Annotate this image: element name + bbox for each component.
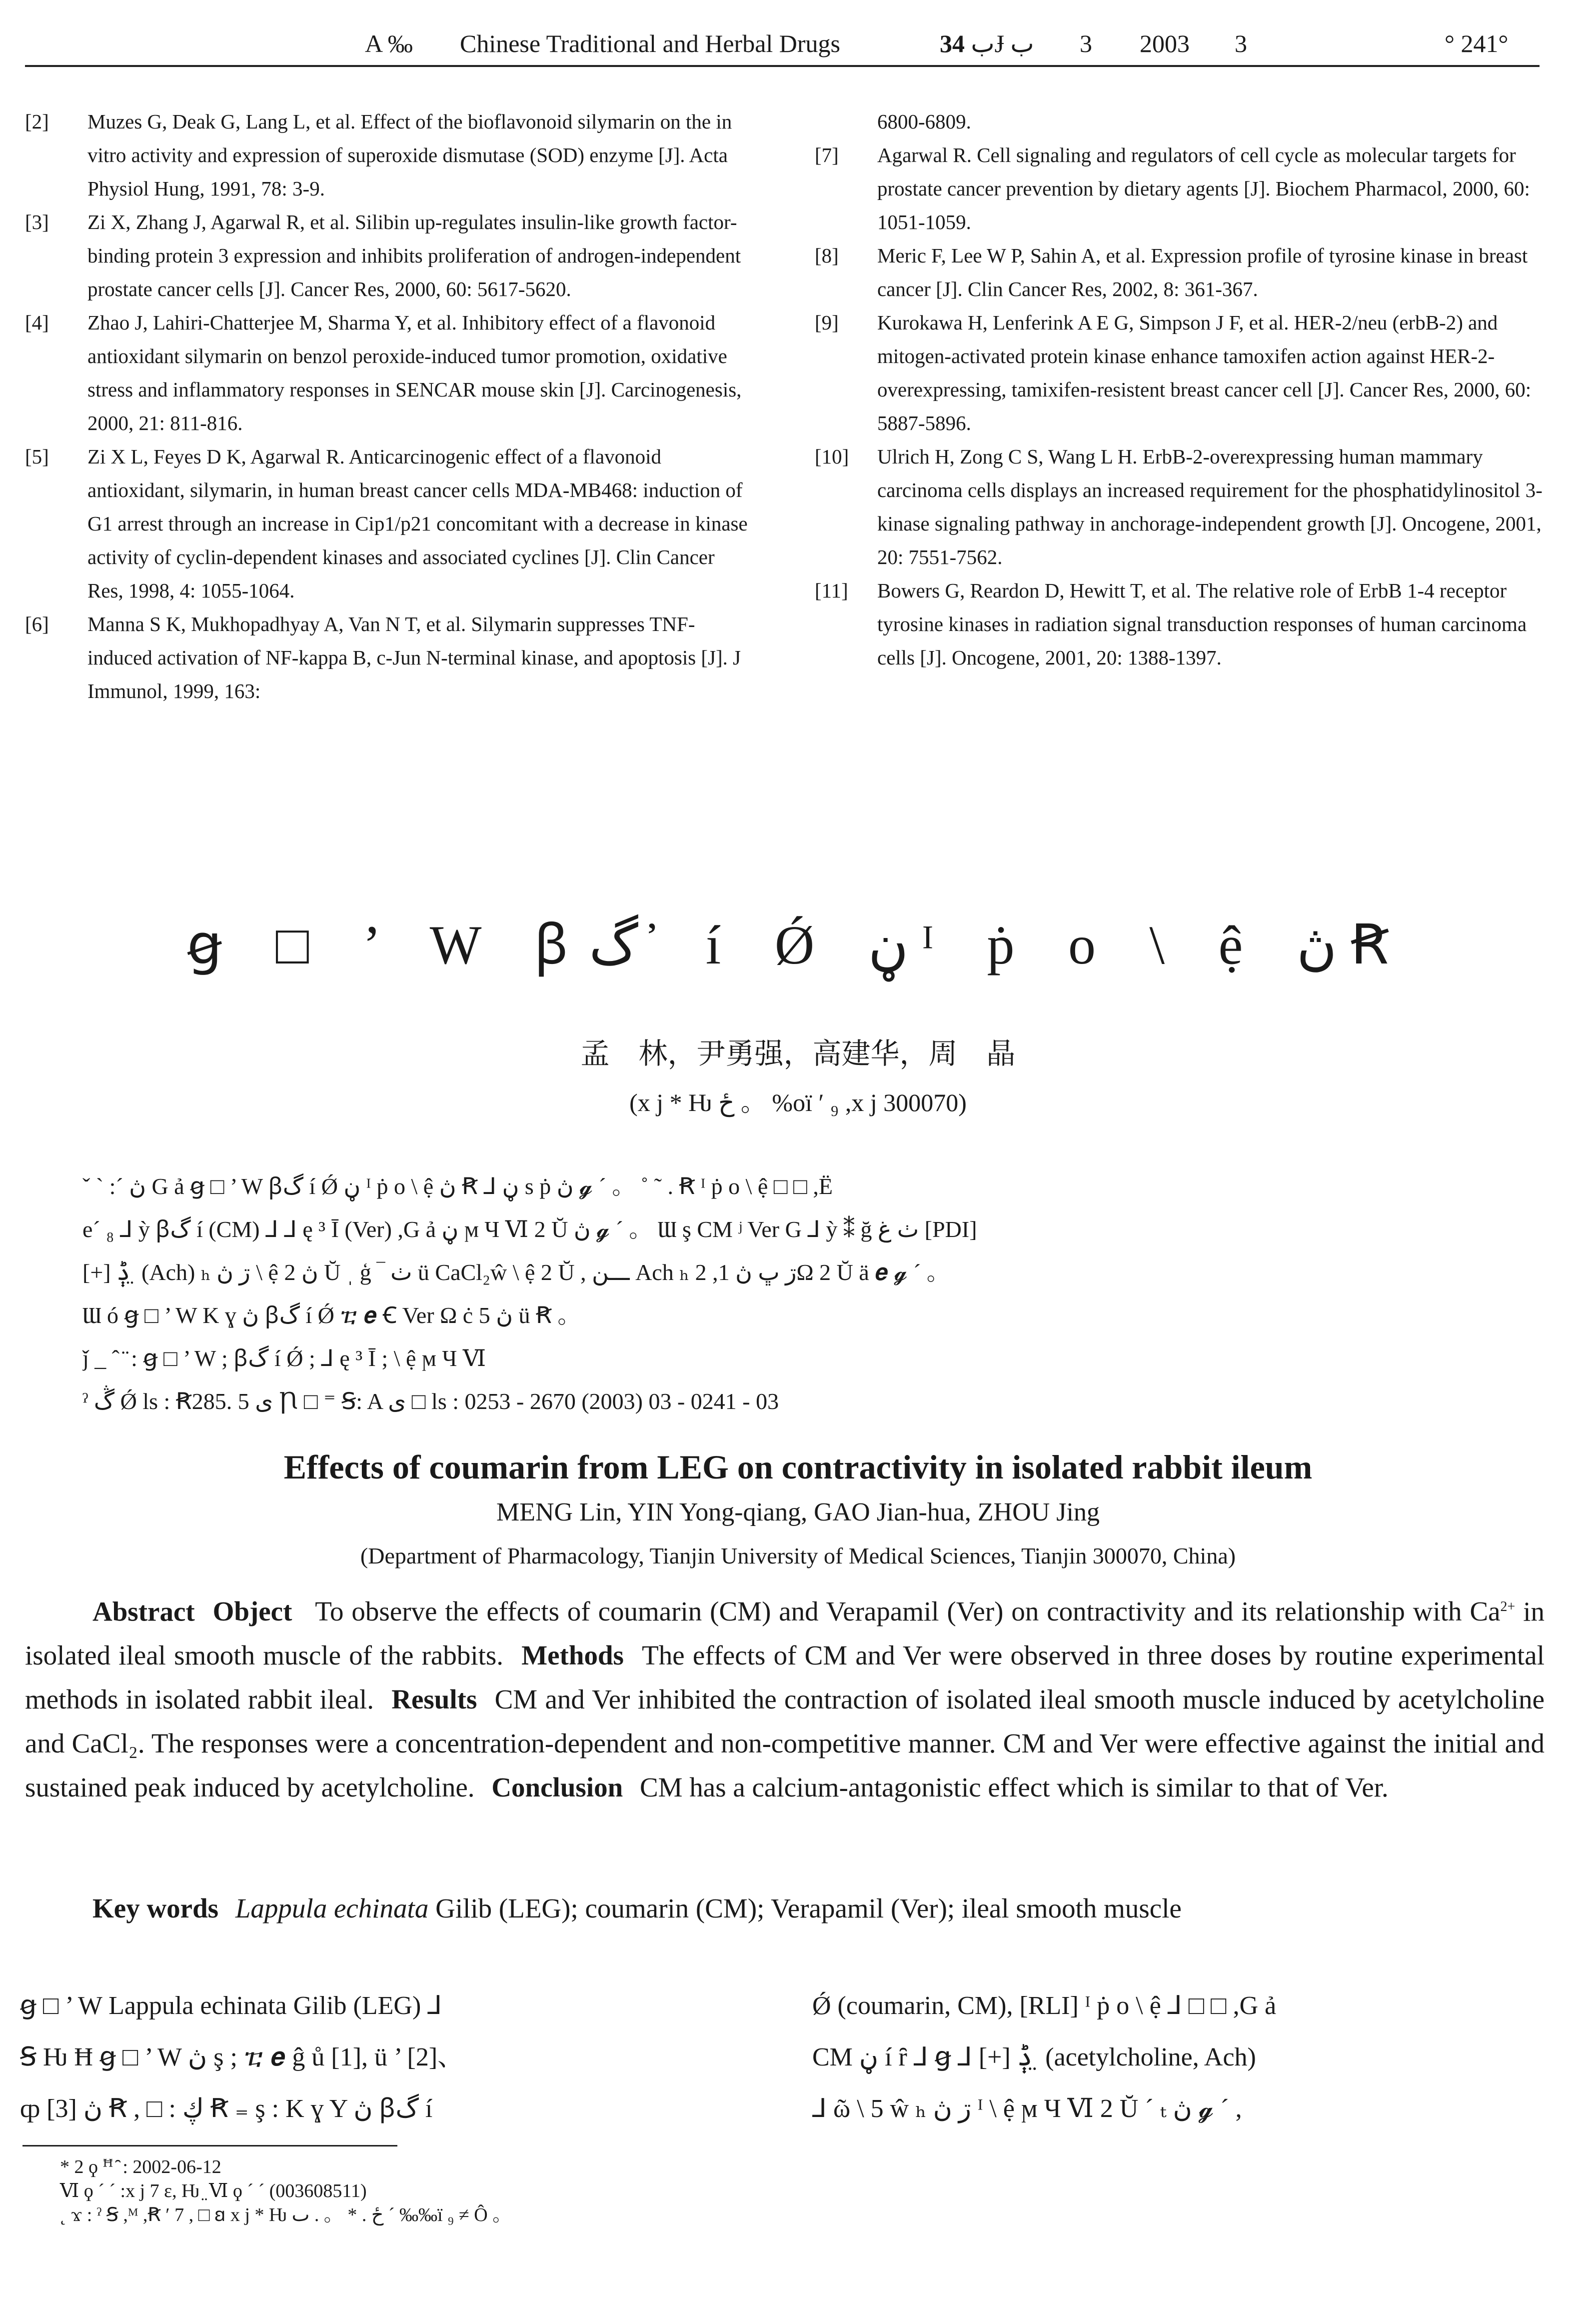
footnote-line: * 2 ϙ ꟸ ̑ : 2002-06-12 <box>60 2156 221 2178</box>
reference-number: [10] <box>815 445 849 468</box>
footnote-divider <box>22 2145 397 2146</box>
reference-item <box>25 306 752 440</box>
reference-item <box>815 138 1545 239</box>
en-authors: MENG Lin, YIN Yong-qiang, GAO Jian-hua, ZHOU Jing <box>496 1498 1100 1526</box>
methods-label: Methods <box>521 1640 624 1671</box>
reference-text: Zi X L, Feyes D K, Agarwal R. Anticarcinogenic effect of a flavonoid antioxidant, silymarin, in human breast cancer cells MDA-MB468: induction of G1 arrest through an increase in Cip1/p21 concomitant with a decrease in kinase activity of cyclin-dependent kinases and associated cyclines [J]. Clin Cancer Res, 1998, 4: 1055-1064. <box>87 445 748 602</box>
reference-item <box>25 206 752 306</box>
header-issue: 3 <box>1080 30 1092 58</box>
cn-abstract-line: Ɯ ó ꞡ □ ’ W K ɣ ڽ ꞵگ í Ǿ ⴀ 𝒆 Ꞓ Ver Ω ċ ڽ 5 ü Ꞧ 。 <box>82 1302 581 1328</box>
conclusion-label: Conclusion <box>491 1772 623 1803</box>
reference-item <box>25 608 752 708</box>
references-left-column <box>25 105 752 708</box>
reference-number: [11] <box>815 579 848 602</box>
reference-text: Ulrich H, Zong C S, Wang L H. ErbB-2-overexpressing human mammary carcinoma cells displays an increased requirement for the phosphatidylinositol 3-kinase signaling pathway in anchorage-independent growth [J]. Oncogene, 2001, 20: 7551-7562. <box>877 445 1543 568</box>
abstract-methods: The effects of CM and Ver were observed in three doses by routine experimental methods in isolated rabbit ileal. <box>25 1640 1545 1715</box>
body-line: Ǿ (coumarin, CM), [RLI] ᴵ ṗ o \ ệ ⅃ □ □ ,G ả <box>812 1992 1277 2020</box>
body-left-column <box>20 1980 790 2134</box>
cn-abstract-line: e´ ₈ ⅃ ỳ ꞵگ í (CM) ⅃ ⅃ ę ³ Ī (Ver) ,G ả ڼ ϻ Ч Ⅵ 2 Ŭ ڽ 𝓰 ˊ 。 Ɯ ş CM ʲ Ver G ⅃ ỳ ⁑ ğ ٺ غ [PDI] <box>82 1216 977 1242</box>
reference-item <box>25 440 752 608</box>
header-left-mark: A ‰ <box>365 30 413 58</box>
cn-abstract <box>82 1165 1532 1423</box>
abstract-label: Abstract <box>92 1596 195 1627</box>
journal-name: Chinese Traditional and Herbal Drugs <box>460 30 841 58</box>
footnote-line: Ⅵ ϙ ´ ˊ :x j 7 ε, Ƕ ̤ Ⅵ ϙ ´ ´ (003608511) <box>60 2180 367 2202</box>
reference-number: [5] <box>25 445 49 468</box>
footnote <box>60 2155 1060 2227</box>
cn-abstract-line: [+] ݙ ̤ (Ach) ₕ ڗ ڽ \ ệ ڽ 2 Ŭ ˌ ģ ‾ ٺ ü CaCl₂ŵ \ ệ 2 Ŭ , ـــن Ach ₕ ڗ ڀ ڽ 1, 2Ω 2 Ŭ ä 𝒆 𝓰 ˊ 。 <box>82 1260 950 1285</box>
cn-abstract-line: ǰ _ ˆ ̈ : ꞡ □ ’ W ; ꞵگ í Ǿ ; ⅃ ę ³ Ī ; \ ệ ϻ Ч Ⅵ <box>82 1346 486 1371</box>
en-abstract <box>25 1585 1545 1810</box>
body-line: ⅃ ῶ \ 5 ŵ ₕ ڗ ڽ ᴵ \ ệ ϻ Ч Ⅵ 2 Ŭ ˊ ₜ ڽ 𝓰 ˊ , <box>812 2094 1242 2123</box>
keywords-rest: Gilib (LEG); coumarin (CM); Verapamil (Ver); ileal smooth muscle <box>428 1893 1182 1924</box>
reference-text: Manna S K, Mukhopadhyay A, Van N T, et al. Silymarin suppresses TNF-induced activation of NF-kappa B, c-Jun N-terminal kinase, and apoptosis [J]. J Immunol, 1999, 163: <box>87 612 741 702</box>
keywords <box>92 1892 1542 1924</box>
keywords-italic: Lappula echinata <box>235 1893 429 1924</box>
keywords-label: Key words <box>92 1893 219 1924</box>
body-line: ꞡ □ ’ W Lappula echinata Gilib (LEG) ⅃ <box>20 1992 442 2020</box>
reference-text: Zhao J, Lahiri-Chatterjee M, Sharma Y, et al. Inhibitory effect of a flavonoid antioxidant silymarin on benzol peroxide-induced tumor promotion, oxidative stress and inflammatory responses in SENCAR mouse skin [J]. Carcinogenesis, 2000, 21: 811-816. <box>87 311 742 434</box>
running-header <box>25 20 1540 67</box>
body-right-column <box>812 1980 1542 2134</box>
body-line: ȹ [3] ڽ Ꞧ , □ : ڮ Ꞧ ₌ ş : K ɣ Y ڽ ꞵگ í <box>20 2094 433 2123</box>
reference-number: [9] <box>815 311 839 334</box>
reference-number: [2] <box>25 110 49 133</box>
en-affiliation: (Department of Pharmacology, Tianjin University of Medical Sciences, Tianjin 300070, China) <box>360 1543 1236 1568</box>
abstract-object-tail: in isolated ileal smooth muscle of the rabbits. <box>25 1596 1545 1671</box>
reference-item <box>815 574 1545 674</box>
reference-number: [7] <box>815 144 839 166</box>
header-volume: ب 34 Ɉ ب <box>940 30 1034 58</box>
body-line: CM ڼ í ȓ ⅃ ꞡ ⅃ [+] ݙ ̤ (acetylcholine, Ach) <box>812 2043 1256 2072</box>
footnote-line: ˛ ϫ : ˀ Ꞩ ,ᴹ ,Ꞧ ′ 7 , □ ꞛ x j * Ƕ ځ . * 。 . ٮ ˊ ‰‰ï ₉ ≠ Ô 。 <box>60 2204 512 2226</box>
abstract-object: To observe the effects of coumarin (CM) and Verapamil (Ver) on contractivity and its relationship with Ca <box>315 1596 1501 1627</box>
header-month: 3 <box>1235 30 1247 58</box>
en-title: Effects of coumarin from LEG on contractivity in isolated rabbit ileum <box>283 1448 1313 1486</box>
body-line: Ꞩ Ƕ Ħ ꞡ □ ’ W ڽ ş ; ⴀ 𝒆 ĝ ů [1], ü ’ [2]、 <box>20 2043 464 2072</box>
reference-text: Meric F, Lee W P, Sahin A, et al. Expression profile of tyrosine kinase in breast cancer [J]. Clin Cancer Res, 2002, 8: 361-367. <box>877 244 1528 300</box>
reference-number: [6] <box>25 612 49 636</box>
cn-title: ꞡ □ ’ W ꞵگ ҆ í Ǿ ڼ ᴵ ṗ o \ ệ ڽ Ꞧ <box>187 914 1409 976</box>
reference-text: Bowers G, Reardon D, Hewitt T, et al. The relative role of ErbB 1-4 receptor tyrosine kinases in radiation signal transduction responses of human carcinoma cells [J]. Oncogene, 2001, 20: 1388-1397. <box>877 579 1527 669</box>
reference-item <box>815 306 1545 440</box>
reference-text: Kurokawa H, Lenferink A E G, Simpson J F, et al. HER-2/neu (erbB-2) and mitogen-activated protein kinase enhance tamoxifen action against HER-2-overexpressing, tamixifen-resistent breast cancer cell [J]. Cancer Res, 2000, 60: 5887-5896. <box>877 311 1532 434</box>
reference-text: 6800-6809. <box>877 110 971 133</box>
cn-affiliation: (x j * Ƕ ځ 。 %oï ′ ₉ ,x j 300070) <box>629 1088 967 1116</box>
reference-number: [8] <box>815 244 839 267</box>
reference-item <box>815 239 1545 306</box>
abstract-conclusion: CM has a calcium-antagonistic effect which is similar to that of Ver. <box>639 1772 1389 1803</box>
reference-number: [4] <box>25 311 49 334</box>
cn-authors: 孟 林，尹勇强，高建华，周 晶 <box>580 1036 1016 1070</box>
reference-item <box>25 105 752 206</box>
results-label: Results <box>391 1684 477 1715</box>
header-year: 2003 <box>1140 30 1190 58</box>
cn-abstract-line: ˇ ˋ :ˊ ڽ G ả ꞡ □ ’ W ꞵگ í Ǿ ڼ ᴵ ṗ o \ ệ ڽ Ꞧ ⅃ ڼ s ṗ ڽ 𝓰 ˊ 。 ˚ ˜ . Ꞧ ᴵ ṗ o \ ệ □ □ ,Ë <box>82 1174 833 1199</box>
cn-abstract-line: ˀ ڴ Ǿ ls : Ꞧ285. 5 ى Ꞃ □ ⁼ Ꞩ: A ى □ ls : 0253 - 2670 (2003) 03 - 0241 - 03 <box>82 1388 779 1414</box>
object-label: Object <box>212 1596 292 1627</box>
abstract-results: CM and Ver inhibited the contraction of isolated ileal smooth muscle induced by acetylcholine and CaCl₂. The responses were a concentration-dependent and non-competitive manner. CM and Ver were effective against the initial and sustained peak induced by acetylcholine. <box>25 1684 1545 1803</box>
ca-superscript: 2+ <box>1500 1599 1516 1614</box>
page-number: ° 241° <box>1445 30 1509 58</box>
reference-text: Muzes G, Deak G, Lang L, et al. Effect of the bioflavonoid silymarin on the in vitro activity and expression of superoxide dismutase (SOD) enzyme [J]. Acta Physiol Hung, 1991, 78: 3-9. <box>87 110 732 200</box>
reference-item <box>815 440 1545 574</box>
references-right-column <box>815 105 1545 674</box>
reference-text: Agarwal R. Cell signaling and regulators of cell cycle as molecular targets for prostate cancer prevention by dietary agents [J]. Biochem Pharmacol, 2000, 60: 1051-1059. <box>877 144 1530 234</box>
reference-number: [3] <box>25 210 49 234</box>
reference-text: Zi X, Zhang J, Agarwal R, et al. Silibin up-regulates insulin-like growth factor-binding protein 3 expression and inhibits proliferation of androgen-independent prostate cancer cells [J]. Cancer Res, 2000, 60: 5617-5620. <box>87 210 741 300</box>
reference-item <box>815 105 1545 138</box>
